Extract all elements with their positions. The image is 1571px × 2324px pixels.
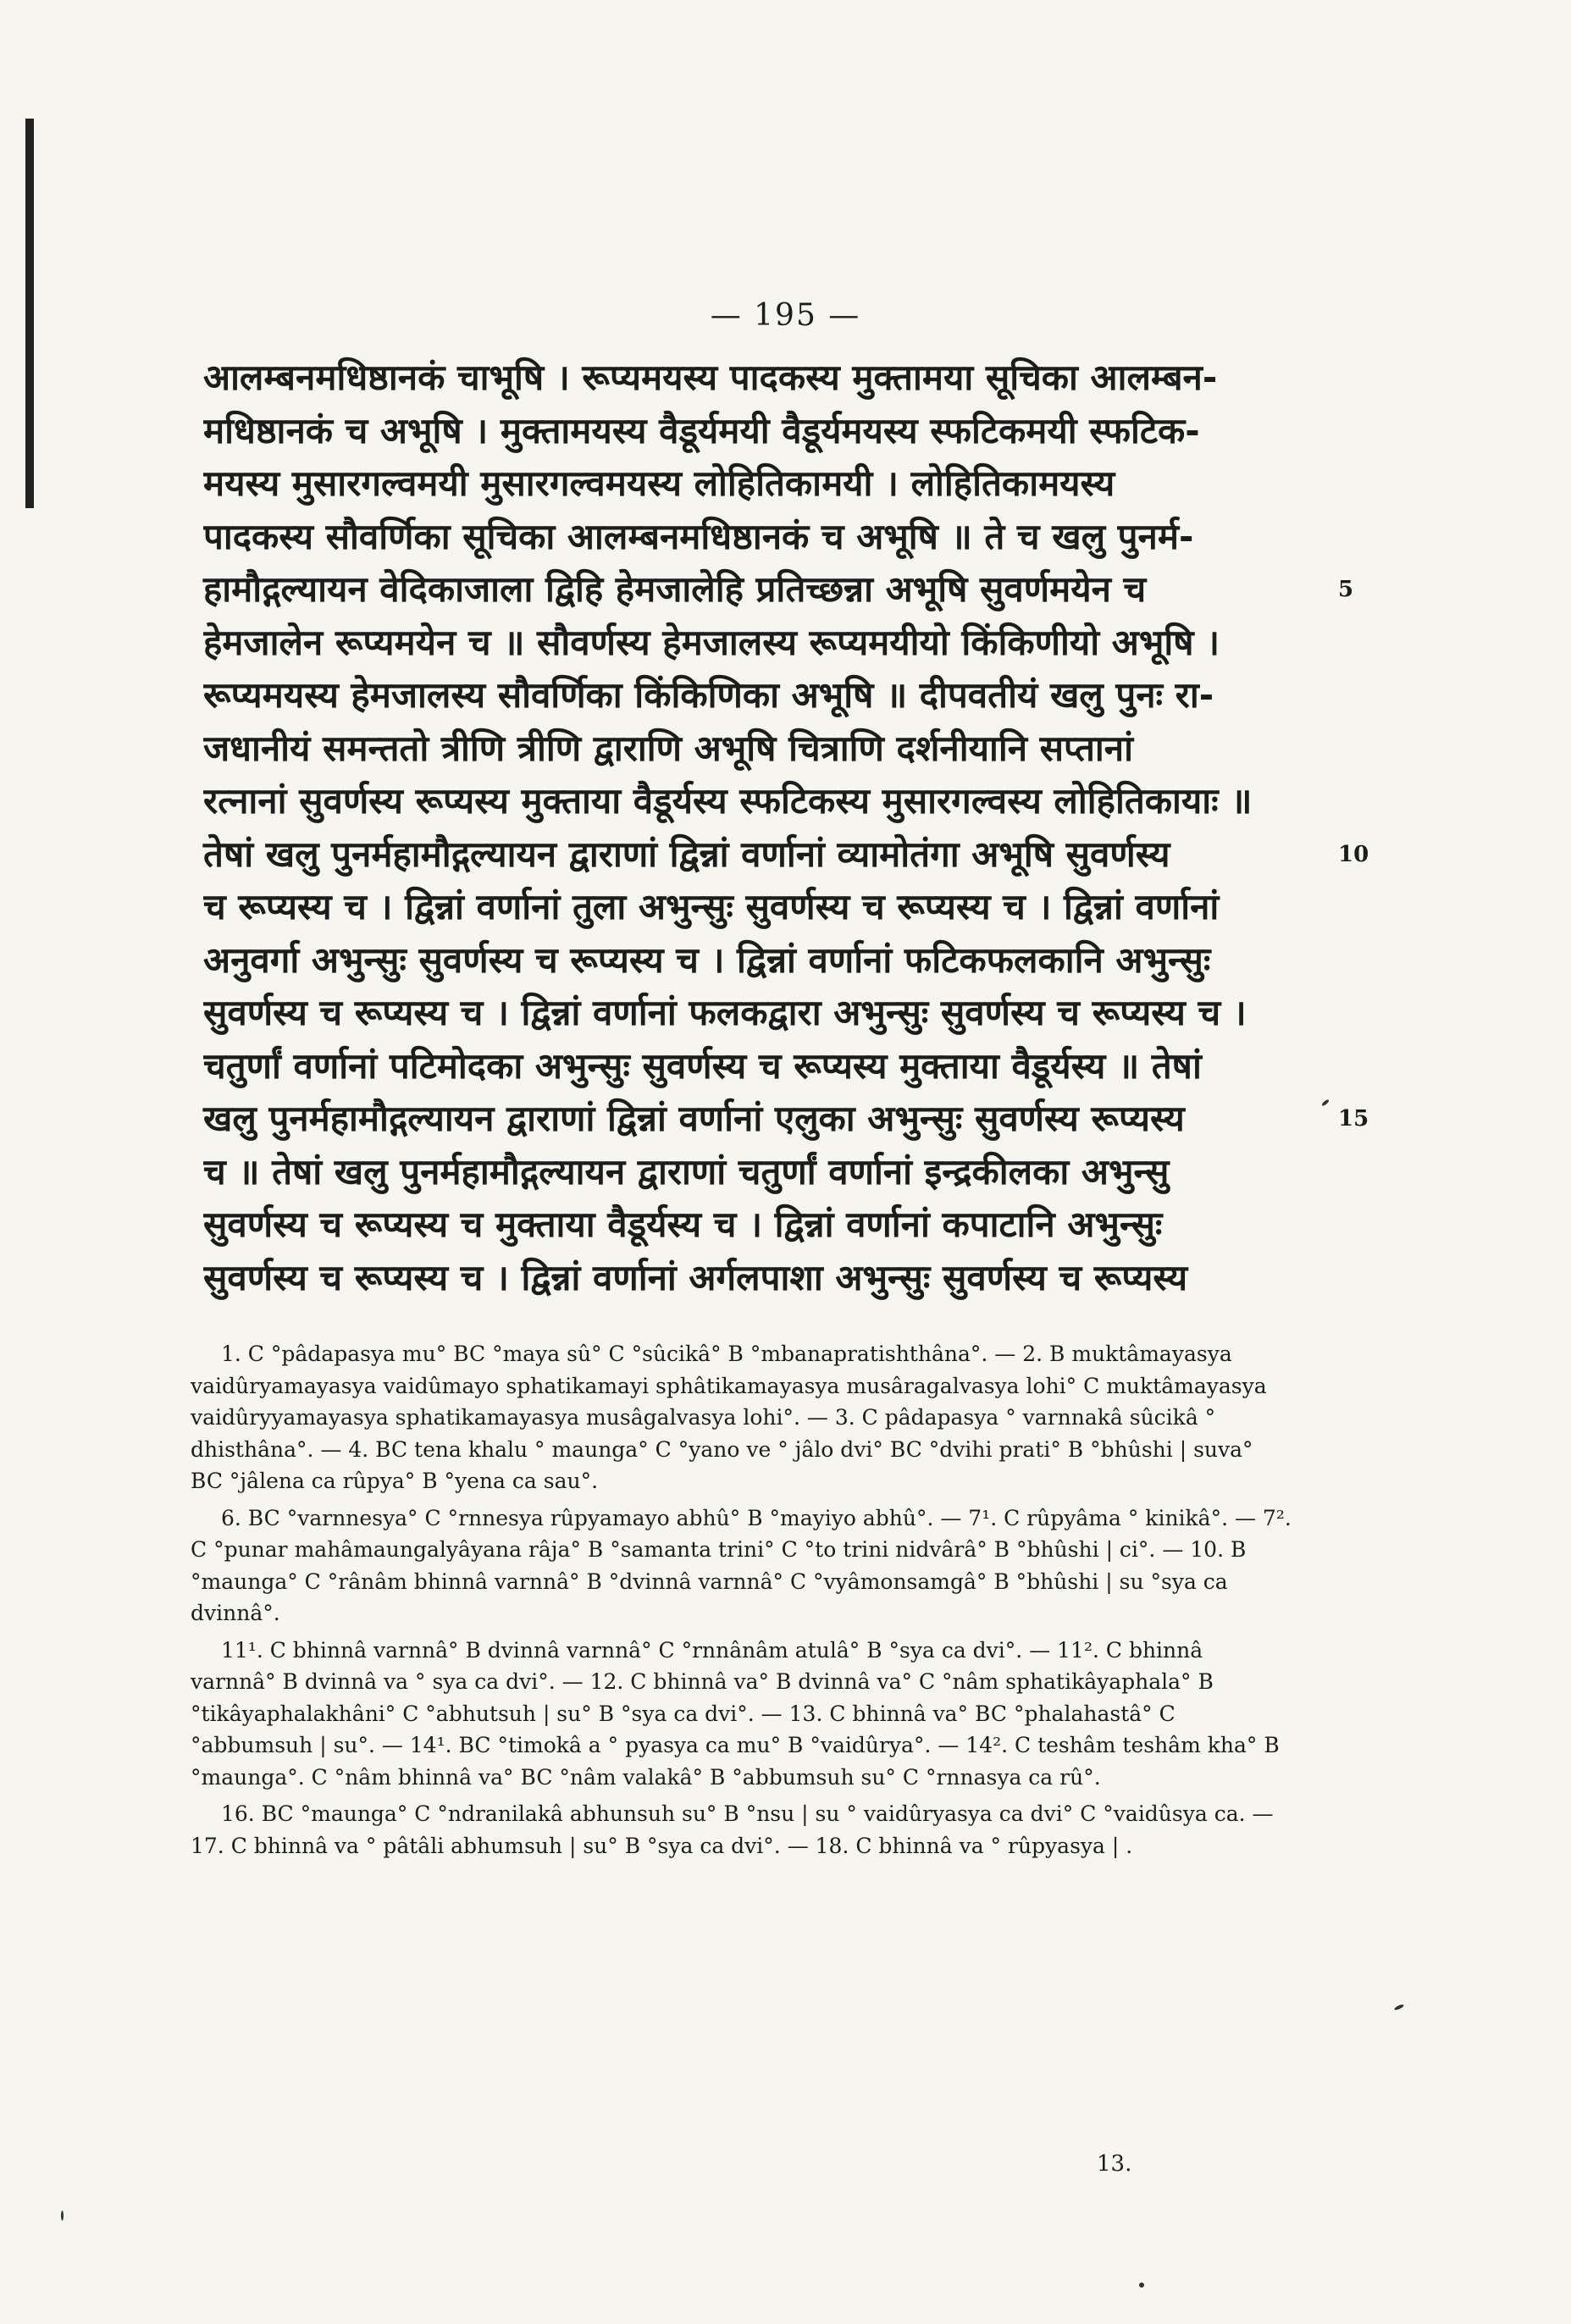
signature-mark: 13.: [1097, 2151, 1132, 2177]
text-line: [203, 828, 1369, 882]
text-line: [203, 775, 1304, 828]
text-line-content: च ॥ तेषां खलु पुनर्महामौद्गल्यायन द्वाराणां चतुर्णां वर्णानां इन्द्रकीलका अभुन्सु: [203, 1150, 1170, 1192]
text-line-content: तेषां खलु पुनर्महामौद्गल्यायन द्वाराणां द्विन्नां वर्णानां व्यामोतंगा अभूषि सुवर्णस्य: [203, 833, 1170, 875]
speck-mark: [61, 2211, 64, 2221]
text-line: [203, 617, 1304, 670]
line-number: 5: [1338, 577, 1354, 602]
text-line-content: मधिष्ठानकं च अभूषि । मुक्तामयस्य वैडूर्यमयी वैडूर्यमयस्य स्फटिकमयी स्फटिक-: [203, 409, 1200, 451]
text-line-content: सुवर्णस्य च रूप्यस्य च । द्विन्नां वर्णानां फलकद्वारा अभुन्सुः सुवर्णस्य च रूप्यस्य च ।: [203, 992, 1247, 1033]
text-line: [203, 405, 1304, 458]
text-line-content: जधानीयं समन्ततो त्रीणि त्रीणि द्वाराणि अभूषि चित्राणि दर्शनीयानि सप्तानां: [203, 727, 1133, 769]
text-line-content: मयस्य मुसारगल्वमयी मुसारगल्वमयस्य लोहितिकामयी । लोहितिकामयस्य: [203, 462, 1115, 504]
text-line: [203, 1146, 1304, 1199]
text-line: [203, 987, 1304, 1040]
speck-mark: [1139, 2282, 1144, 2288]
text-line: [203, 934, 1304, 988]
text-line: [203, 722, 1304, 776]
text-line-content: च रूप्यस्य च । द्विन्नां वर्णानां तुला अभुन्सुः सुवर्णस्य च रूप्यस्य च । द्विन्नां वर्णानां: [203, 886, 1220, 927]
line-number: 15: [1338, 1106, 1369, 1132]
text-line: [203, 1252, 1304, 1305]
text-line: [203, 563, 1354, 617]
footnote-paragraph: 11¹. C bhinnâ varnnâ° B dvinnâ varnnâ° C °rnnânâm atulâ° B °sya ca dvi°. — 11². C bhinnâ varnnâ° B dvinnâ va ° sya ca dvi°. — 12. C bhinnâ va° B dvinnâ va° C °nâm sphatikâyaphala° B °tikâyaphalakhâni° C °abhutsuh | su° B °sya ca dvi°. — 13. C bhinnâ va° BC °phalahastâ° C °abbumsuh | su°. — 14¹. BC °timokâ a ° pyasya ca mu° B °vaidûrya°. — 14². C teshâm teshâm kha° B °maunga°. C °nâm bhinnâ va° BC °nâm valakâ° B °abbumsuh su° C °rnnasya ca rû°.: [191, 1637, 1280, 1790]
page-number: — 195 —: [710, 298, 861, 333]
speck-mark: [1394, 2004, 1405, 2011]
text-line-content: अनुवर्गा अभुन्सुः सुवर्णस्य च रूप्यस्य च । द्विन्नां वर्णानां फटिकफलकानि अभुन्सुः: [203, 938, 1211, 981]
text-line-content: रत्नानां सुवर्णस्य रूप्यस्य मुक्ताया वैडूर्यस्य स्फटिकस्य मुसारगल्वस्य लोहितिकायाः ॥: [203, 780, 1253, 822]
text-line: [203, 511, 1304, 564]
text-line: [203, 1198, 1304, 1252]
line-number: 10: [1338, 841, 1369, 867]
text-line-content: रूप्यमयस्य हेमजालस्य सौवर्णिका किंकिणिका अभूषि ॥ दीपवतीयं खलु पुनः रा-: [203, 674, 1214, 716]
text-line-content: चतुर्णां वर्णानां पटिमोदका अभुन्सुः सुवर्णस्य च रूप्यस्य मुक्ताया वैडूर्यस्य ॥ तेषां: [203, 1044, 1202, 1087]
footnote-paragraph: 16. BC °maunga° C °ndranilakâ abhunsuh su° B °nsu | su ° vaidûryasya ca dvi° C °vaidûsya ca. — 17. C bhinnâ va ° pâtâli abhumsuh | su° B °sya ca dvi°. — 18. C bhinnâ va ° rûpyasya | .: [191, 1801, 1274, 1858]
text-line: [203, 1093, 1369, 1146]
text-line-content: सुवर्णस्य च रूप्यस्य च । द्विन्नां वर्णानां अर्गलपाशा अभुन्सुः सुवर्णस्य च रूप्यस्य: [203, 1256, 1188, 1298]
text-line: [203, 351, 1304, 405]
footnote-paragraph: 1. C °pâdapasya mu° BC °maya sû° C °sûcikâ° B °mbanapratishthâna°. — 2. B muktâmayasya vaidûryamayasya vaidûmayo sphatikamayi sphâtikamayasya musâragalvasya lohi° C muktâmayasya vaidûryyamayasya sphatikamayasya musâgalvasya lohi°. — 3. C pâdapasya ° varnnakâ sûcikâ ° dhisthâna°. — 4. BC tena khalu ° maunga° C °yano ve ° jâlo dvi° BC °dvihi prati° B °bhûshi | suva° BC °jâlena ca rûpya° B °yena ca sau°.: [191, 1342, 1267, 1493]
text-line-content: हेमजालेन रूप्यमयेन च ॥ सौवर्णस्य हेमजालस्य रूप्यमयीयो किंकिणीयो अभूषि ।: [203, 621, 1220, 663]
text-line-content: खलु पुनर्महामौद्गल्यायन द्वाराणां द्विन्नां वर्णानां एलुका अभुन्सुः सुवर्णस्य रूप्यस्य: [203, 1098, 1185, 1139]
text-line: [203, 1040, 1304, 1093]
speck-mark: [1321, 1098, 1330, 1106]
text-line: [203, 457, 1304, 511]
main-text: [203, 351, 1369, 1304]
text-line: [203, 881, 1304, 934]
footnote-paragraph: 6. BC °varnnesya° C °rnnesya rûpyamayo abhû° B °mayiyo abhû°. — 7¹. C rûpyâma ° kinikâ°. — 7². C °punar mahâmaungalyâyana râja° B °samanta trini° C °to trini nidvârâ° B °bhûshi | ci°. — 10. B °maunga° C °rânâm bhinnâ varnnâ° B °dvinnâ varnnâ° C °vyâmonsamgâ° B °bhûshi | su °sya ca dvinnâ°.: [191, 1505, 1292, 1625]
text-line: [203, 669, 1304, 722]
text-line-content: आलम्बनमधिष्ठानकं चाभूषि । रूप्यमयस्य पादकस्य मुक्तामया सूचिका आलम्बन-: [203, 357, 1218, 398]
text-line-content: सुवर्णस्य च रूप्यस्य च मुक्ताया वैडूर्यस्य च । द्विन्नां वर्णानां कपाटानि अभुन्सुः: [203, 1204, 1163, 1245]
text-line-content: पादकस्य सौवर्णिका सूचिका आलम्बनमधिष्ठानकं च अभूषि ॥ ते च खलु पुनर्म-: [203, 515, 1194, 557]
text-line-content: हामौद्गल्यायन वेदिकाजाला द्विहि हेमजालेहि प्रतिच्छन्ना अभूषि सुवर्णमयेन च: [203, 568, 1147, 610]
footnotes: [191, 1338, 1292, 1867]
